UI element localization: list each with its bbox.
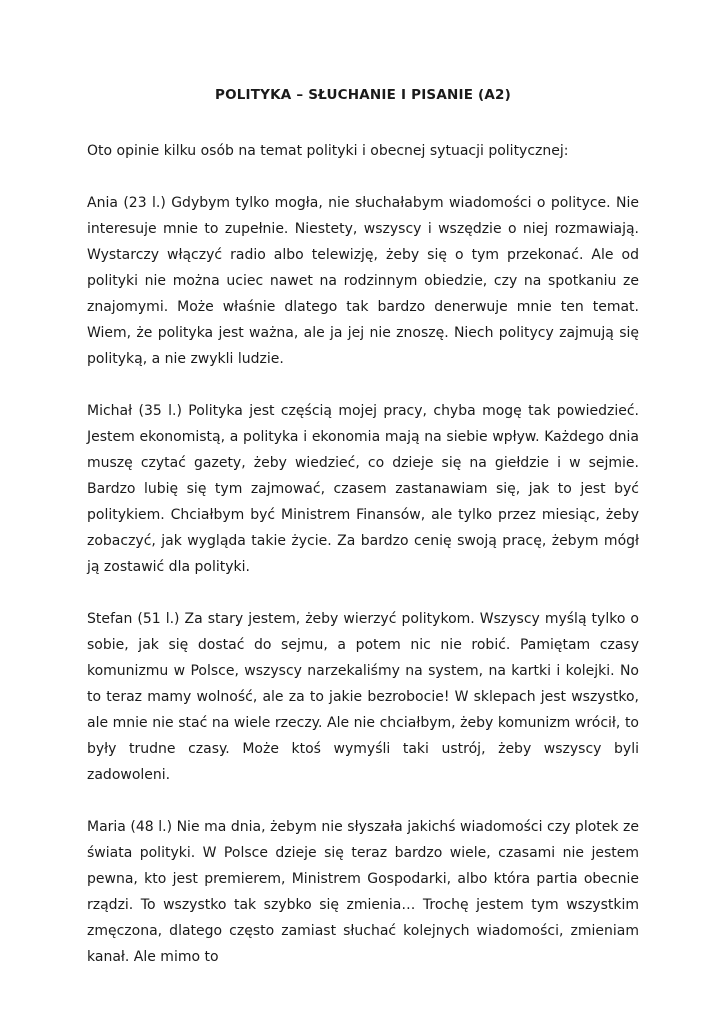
document-title: POLITYKA – SŁUCHANIE I PISANIE (A2): [214, 87, 512, 103]
document-page: [87, 82, 639, 996]
paragraph-michal: Michał (35 l.) Polityka jest częścią mojej pracy, chyba mogę tak powiedzieć. Jestem ekonomistą, a polityka i ekonomia mają na siebie wpływ. Każdego dnia muszę czytać gazety, żeby wiedzieć, co dzieje się na giełdzie i w sejmie. Bardzo lubię się tym zajmować, czasem zastanawiam się, jak to jest być politykiem. Chciałbym być Ministrem Finansów, ale tylko przez miesiąc, żeby zobaczyć, jak wygląda takie życie. Za bardzo cenię swoją pracę, żebym mógł ją zostawić dla polityki.: [87, 403, 639, 575]
paragraph-stefan: Stefan (51 l.) Za stary jestem, żeby wierzyć politykom. Wszyscy myślą tylko o sobie, jak się dostać do sejmu, a potem nic nie robić. Pamiętam czasy komunizmu w Polsce, wszyscy narzekaliśmy na system, na kartki i kolejki. No to teraz mamy wolność, ale za to jakie bezrobocie! W sklepach jest wszystko, ale mnie nie stać na wiele rzeczy. Ale nie chciałbym, żeby komunizm wrócił, to były trudne czasy. Może ktoś wymyśli taki ustrój, żeby wszyscy byli zadowoleni.: [87, 611, 639, 783]
paragraph-maria: Maria (48 l.) Nie ma dnia, żebym nie słyszała jakichś wiadomości czy plotek ze świata polityki. W Polsce dzieje się teraz bardzo wiele, czasami nie jestem pewna, kto jest premierem, Ministrem Gospodarki, albo która partia obecnie rządzi. To wszystko tak szybko się zmienia… Trochę jestem tym wszystkim zmęczona, dlatego często zamiast słuchać kolejnych wiadomości, zmieniam kanał. Ale mimo to: [87, 819, 639, 965]
paragraph-ania: Ania (23 l.) Gdybym tylko mogła, nie słuchałabym wiadomości o polityce. Nie interesuje mnie to zupełnie. Niestety, wszyscy i wszędzie o niej rozmawiają. Wystarczy włączyć radio albo telewizję, żeby się o tym przekonać. Ale od polityki nie można uciec nawet na rodzinnym obiedzie, czy na spotkaniu ze znajomymi. Może właśnie dlatego tak bardzo denerwuje mnie ten temat. Wiem, że polityka jest ważna, ale ja jej nie znoszę. Niech politycy zajmują się polityką, a nie zwykli ludzie.: [87, 195, 639, 367]
intro-text: Oto opinie kilku osób na temat polityki i obecnej sytuacji politycznej:: [87, 143, 569, 159]
